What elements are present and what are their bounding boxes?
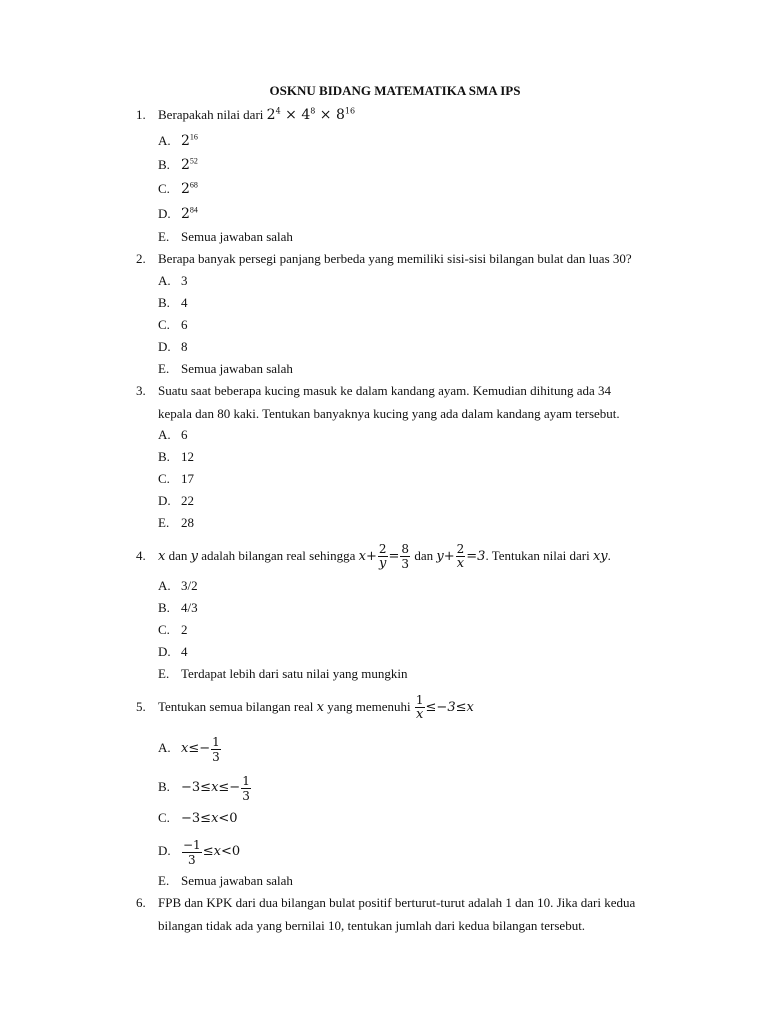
option-3e: E. 28: [158, 515, 194, 530]
option-3d: D. 22: [158, 493, 194, 508]
option-2d: D. 8: [158, 339, 188, 354]
option-1e: E. Semua jawaban salah: [158, 229, 293, 244]
option-4d: D. 4: [158, 644, 188, 659]
option-4c: C. 2: [158, 622, 188, 637]
option-3a: A. 6: [158, 427, 188, 442]
question-number: 1.: [136, 107, 146, 122]
question-number: 5.: [136, 699, 146, 714]
option-4e: E. Terdapat lebih dari satu nilai yang mungkin: [158, 666, 408, 681]
option-2b: B. 4: [158, 295, 188, 310]
question-number: 3.: [136, 383, 146, 398]
option-5e: E. Semua jawaban salah: [158, 873, 293, 888]
option-3c: C. 17: [158, 471, 194, 486]
option-1b: B. $2^{52}$: [158, 156, 198, 173]
option-1d: D. $2^{84}$: [158, 205, 198, 222]
question-text: Berapa banyak persegi panjang berbeda yang memiliki sisi-sisi bilangan bulat dan luas 30?: [158, 251, 632, 266]
option-5c: C. −3≤x<0: [158, 810, 238, 826]
option-4b: B. 4/3: [158, 600, 198, 615]
question-text-line-2: kepala dan 80 kaki. Tentukan banyaknya kucing yang ada dalam kandang ayam tersebut.: [158, 406, 620, 421]
question-number: 2.: [136, 251, 146, 266]
power-expression: $2^4 \times 4^8 \times 8^{16}$: [266, 106, 356, 123]
question-number: 4.: [136, 548, 146, 563]
option-5a: A. x≤− $\frac{1}{3}$: [158, 734, 220, 764]
question-text: Tentukan semua bilangan real x yang memenuhi $\frac{1}{x}$ ≤−3≤x: [158, 693, 474, 722]
option-5d: D. $\frac{-1}{3}$ ≤x<0: [158, 837, 241, 867]
question-text: Berapakah nilai dari $2^4 \times 4^8 \times 8^{16}$: [158, 106, 356, 123]
option-4a: A. 3/2: [158, 578, 198, 593]
option-1c: C. $2^{68}$: [158, 180, 198, 197]
question-number: 6.: [136, 895, 146, 910]
option-2e: E. Semua jawaban salah: [158, 361, 293, 376]
equation-1: x+ $\frac{2}{y}$ = $\frac{8}{3}$: [358, 542, 410, 571]
equation-2: y+ $\frac{2}{x}$ =3: [436, 542, 486, 571]
option-2a: A. 3: [158, 273, 188, 288]
question-text-line-2: bilangan tidak ada yang bernilai 10, tentukan jumlah dari kedua bilangan tersebut.: [158, 918, 586, 933]
page-title: OSKNU BIDANG MATEMATIKA SMA IPS: [269, 83, 521, 98]
question-text-line-1: FPB dan KPK dari dua bilangan bulat positif berturut-turut adalah 1 dan 10. Jika dari kedua: [158, 895, 636, 910]
question-text-line-1: Suatu saat beberapa kucing masuk ke dalam kandang ayam. Kemudian dihitung ada 34: [158, 383, 612, 398]
question-text: x dan y adalah bilangan real sehingga x+ $\frac{2}{y}$ = $\frac{8}{3}$ dan y+ $\frac{2}{x}$ =3. Tentukan nilai dari xy.: [158, 542, 611, 571]
option-1a: A. $2^{16}$: [158, 132, 198, 149]
condition-expression: $\frac{1}{x}$ ≤−3≤x: [415, 693, 474, 722]
option-2c: C. 6: [158, 317, 188, 332]
option-5b: B. −3≤x≤− $\frac{1}{3}$: [158, 773, 250, 803]
option-3b: B. 12: [158, 449, 194, 464]
